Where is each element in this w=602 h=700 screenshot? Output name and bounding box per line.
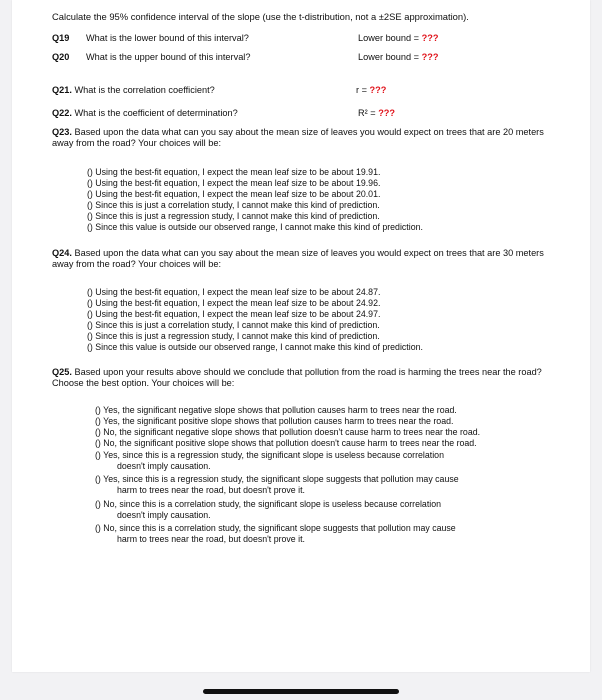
q22-answer-eq: = xyxy=(367,108,379,118)
q23-option-1[interactable]: () Using the best-fit equation, I expect the mean leaf size to be about 19.91. xyxy=(87,167,381,177)
q21-answer-label: r xyxy=(356,85,360,95)
q23-option-2[interactable]: () Using the best-fit equation, I expect the mean leaf size to be about 19.96. xyxy=(87,178,381,188)
q25-question xyxy=(52,367,564,389)
q23-option-6[interactable]: () Since this value is outside our observed range, I cannot make this kind of prediction. xyxy=(87,222,423,232)
q24-text: Based upon the data what can you say about the mean size of leaves you would expect on trees that are 30 meters away from the road? Your choices will be: xyxy=(52,248,544,269)
q25-option-6-line2: harm to trees near the road, but doesn't prove it. xyxy=(117,485,305,495)
q25-number: Q25. xyxy=(52,367,72,377)
q22-text: What is the coefficient of determination? xyxy=(71,108,238,118)
q22-number: Q22. xyxy=(52,108,72,118)
q24-option-3[interactable]: () Using the best-fit equation, I expect the mean leaf size to be about 24.97. xyxy=(87,309,381,319)
q25-option-1[interactable]: () Yes, the significant negative slope shows that pollution causes harm to trees near the road. xyxy=(95,405,457,415)
q25-option-8[interactable] xyxy=(95,523,456,545)
q19-answer xyxy=(358,33,438,44)
q25-option-6[interactable] xyxy=(95,474,459,496)
q23-number: Q23. xyxy=(52,127,72,137)
q25-option-8-line1: () No, since this is a correlation study, the significant slope suggests that pollution may cause xyxy=(95,523,456,533)
q23-option-4[interactable]: () Since this is just a correlation study, I cannot make this kind of prediction. xyxy=(87,200,380,210)
q25-option-7-line2: doesn't imply causation. xyxy=(117,510,211,520)
q22-answer-value[interactable]: ??? xyxy=(378,108,396,118)
q25-option-5-line1: () Yes, since this is a regression study, the significant slope is useless because correlation xyxy=(95,450,444,460)
q21-answer xyxy=(356,85,386,96)
q23-question xyxy=(52,127,564,149)
q25-text: Based upon your results above should we conclude that pollution from the road is harming the trees near the road? Choose the best option. Your choices will be: xyxy=(52,367,542,388)
q19-question: What is the lower bound of this interval? xyxy=(86,33,249,43)
q24-option-4[interactable]: () Since this is just a correlation study, I cannot make this kind of prediction. xyxy=(87,320,380,330)
q19-answer-value[interactable]: ??? xyxy=(421,33,439,43)
home-indicator[interactable] xyxy=(203,689,399,694)
q25-option-5[interactable] xyxy=(95,450,444,472)
q21-answer-eq: = xyxy=(359,85,370,95)
q21-question xyxy=(52,85,215,96)
document-page xyxy=(12,0,590,672)
q19-answer-label: Lower bound xyxy=(358,33,412,43)
q21-answer-value[interactable]: ??? xyxy=(369,85,387,95)
q20-answer xyxy=(358,52,438,63)
q25-option-4[interactable]: () No, the significant positive slope shows that pollution doesn't cause harm to trees near the road. xyxy=(95,438,477,448)
q24-question xyxy=(52,248,564,270)
q19-number: Q19 xyxy=(52,33,70,43)
q24-option-5[interactable]: () Since this is just a regression study, I cannot make this kind of prediction. xyxy=(87,331,380,341)
q20-number: Q20 xyxy=(52,52,70,62)
q19-answer-eq: = xyxy=(411,33,422,43)
q23-text: Based upon the data what can you say about the mean size of leaves you would expect on trees that are 20 meters away from the road? Your choices will be: xyxy=(52,127,544,148)
q25-option-6-line1: () Yes, since this is a regression study, the significant slope suggests that pollution may cause xyxy=(95,474,459,484)
q25-option-2[interactable]: () Yes, the significant positive slope shows that pollution causes harm to trees near the road. xyxy=(95,416,454,426)
q20-answer-eq: = xyxy=(411,52,422,62)
q25-option-8-line2: harm to trees near the road, but doesn't prove it. xyxy=(117,534,305,544)
q23-option-3[interactable]: () Using the best-fit equation, I expect the mean leaf size to be about 20.01. xyxy=(87,189,381,199)
q24-option-2[interactable]: () Using the best-fit equation, I expect the mean leaf size to be about 24.92. xyxy=(87,298,381,308)
q24-option-6[interactable]: () Since this value is outside our observed range, I cannot make this kind of prediction. xyxy=(87,342,423,352)
q24-option-1[interactable]: () Using the best-fit equation, I expect the mean leaf size to be about 24.87. xyxy=(87,287,381,297)
q22-answer-label: R² xyxy=(358,108,368,118)
q22-answer xyxy=(358,108,395,119)
q24-number: Q24. xyxy=(52,248,72,258)
q25-option-5-line2: doesn't imply causation. xyxy=(117,461,211,471)
q25-option-7[interactable] xyxy=(95,499,441,521)
q21-text: What is the correlation coefficient? xyxy=(71,85,215,95)
q20-answer-label: Lower bound xyxy=(358,52,412,62)
q23-option-5[interactable]: () Since this is just a regression study, I cannot make this kind of prediction. xyxy=(87,211,380,221)
q20-question: What is the upper bound of this interval? xyxy=(86,52,251,62)
q25-option-3[interactable]: () No, the significant negative slope shows that pollution doesn't cause harm to trees near the road. xyxy=(95,427,481,437)
q21-number: Q21. xyxy=(52,85,72,95)
q22-question xyxy=(52,108,238,119)
q20-answer-value[interactable]: ??? xyxy=(421,52,439,62)
intro-text: Calculate the 95% confidence interval of the slope (use the t-distribution, not a ±2SE approximation). xyxy=(52,11,469,22)
q25-option-7-line1: () No, since this is a correlation study, the significant slope is useless because correlation xyxy=(95,499,442,509)
